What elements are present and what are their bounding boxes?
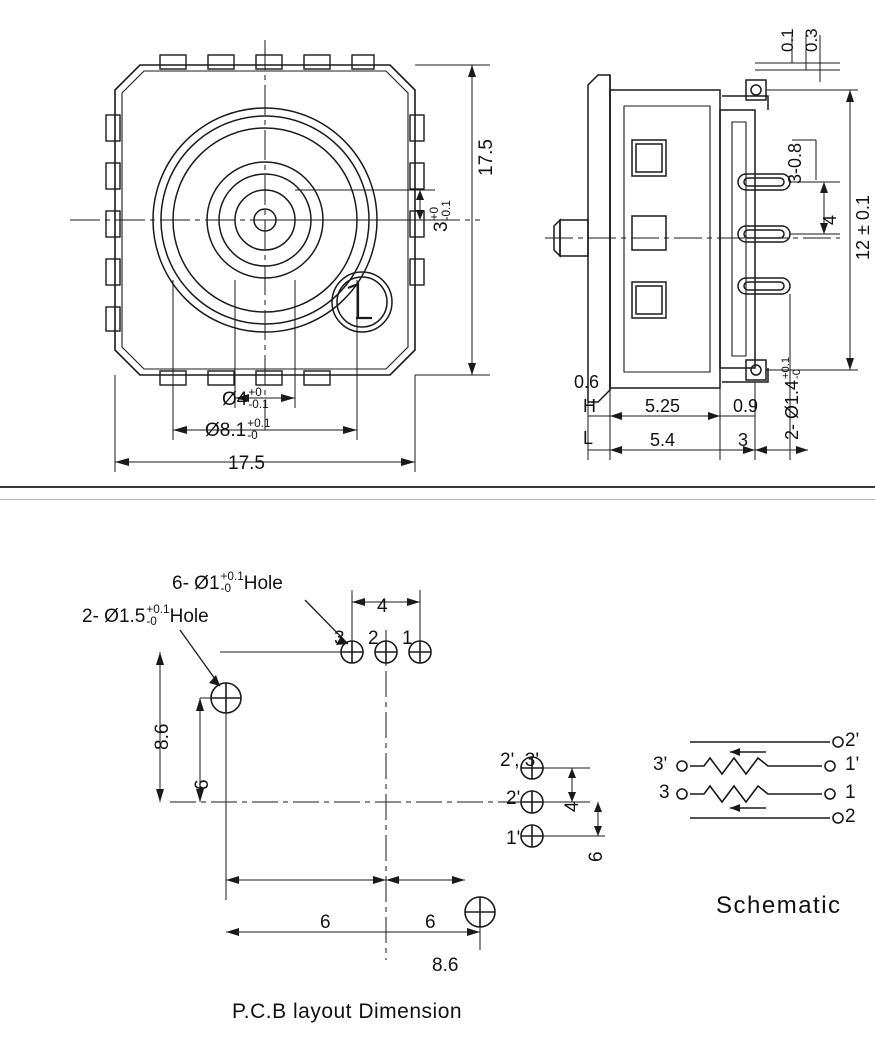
- dim-0-9: 0.9: [733, 396, 759, 416]
- dim-5-4: 5.4: [650, 430, 676, 450]
- dim-3: 3: [738, 430, 749, 450]
- schematic-caption: Schematic: [716, 892, 842, 919]
- pcb-pin-2p-3p: 2', 3': [500, 750, 539, 771]
- schematic-term-2: 2: [845, 806, 856, 827]
- dim-shaft-3: 3 +0 -0.1: [427, 200, 453, 232]
- schematic-term-3p: 3': [653, 754, 668, 775]
- dim-2-dia-1-4: 2- Ø1.4 +0.1 -0: [779, 356, 804, 440]
- schematic-view: [670, 720, 860, 860]
- dim-pcb-6-left: 6: [192, 779, 213, 790]
- dim-pcb-4: 4: [377, 596, 388, 617]
- dim-pcb-6-b2: 6: [425, 912, 436, 933]
- pcb-pin-3: 3: [334, 628, 345, 649]
- dim-dia-8-1: Ø8.1 +0.1 -0: [205, 416, 271, 442]
- pcb-layout-caption: P.C.B layout Dimension: [232, 1000, 463, 1023]
- dim-pitch-4: 4: [820, 214, 840, 225]
- section-divider-thin: [0, 499, 875, 500]
- note-6-hole: 6- Ø1 +0.1 -0 Hole: [172, 569, 283, 595]
- dim-3-0-8: 3-0.8: [785, 142, 805, 184]
- note-2-hole: 2- Ø1.5 +0.1 -0 Hole: [82, 602, 209, 628]
- dim-top-width: 17.5: [228, 453, 265, 474]
- pcb-pin-2p: 2': [506, 788, 521, 809]
- schematic-term-2p: 2': [845, 730, 860, 751]
- dim-0-1: 0.1: [778, 28, 797, 52]
- dim-pcb-4-right: 4: [562, 801, 583, 812]
- schematic-term-1p: 1': [845, 754, 860, 775]
- dim-pcb-6-right: 6: [586, 851, 607, 862]
- side-view: [540, 30, 870, 490]
- dim-h: H: [583, 396, 596, 416]
- dim-pcb-6-b1: 6: [320, 912, 331, 933]
- schematic-term-1: 1: [845, 782, 856, 803]
- dim-5-25: 5.25: [645, 396, 681, 416]
- pcb-pin-1p: 1': [506, 828, 521, 849]
- dim-0-6: 0.6: [574, 372, 600, 392]
- pcb-pin-2: 2: [368, 628, 379, 649]
- dim-0-3: 0.3: [802, 28, 821, 52]
- dim-pcb-8-6-bottom: 8.6: [432, 955, 459, 976]
- dim-l: L: [583, 428, 594, 448]
- section-divider: [0, 486, 875, 488]
- dim-pcb-8-6-left: 8.6: [152, 723, 173, 750]
- schematic-term-3: 3: [659, 782, 670, 803]
- pcb-pin-1: 1: [402, 628, 413, 649]
- dim-12: 12 ± 0.1: [853, 195, 873, 260]
- dim-top-height: 17.5: [476, 139, 497, 176]
- dim-dia-4: Ø4 +0 -0.1: [222, 385, 269, 411]
- top-view: [60, 30, 540, 490]
